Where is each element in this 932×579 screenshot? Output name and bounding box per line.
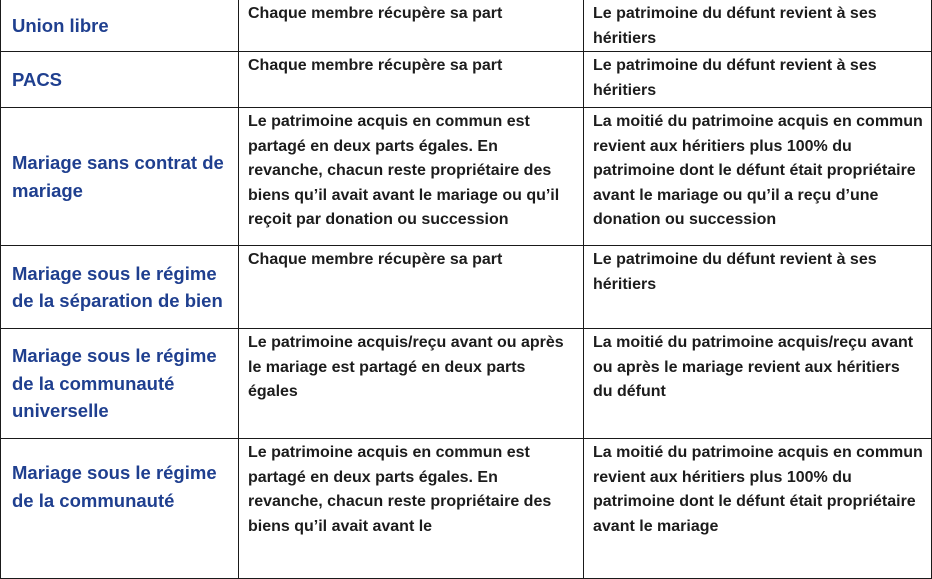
regime-label: PACS (1, 52, 239, 108)
regime-label: Union libre (1, 0, 239, 52)
separation-cell: Le patrimoine acquis en commun est partagé en deux parts égales. En revanche, chacun reste propriétaire des biens qu’il avait avant le mariage ou qu’il reçoit par donation ou succession (239, 108, 584, 246)
deces-cell: La moitié du patrimoine acquis/reçu avant ou après le mariage revient aux héritiers du défunt (584, 329, 932, 439)
deces-cell: Le patrimoine du défunt revient à ses héritiers (584, 52, 932, 108)
table-row (1, 0, 932, 52)
regime-label: Mariage sans contrat de mariage (1, 108, 239, 246)
separation-cell: Le patrimoine acquis/reçu avant ou après le mariage est partagé en deux parts égales (239, 329, 584, 439)
table-row (1, 439, 932, 579)
table-row (1, 108, 932, 246)
table-row (1, 52, 932, 108)
regime-label: Mariage sous le régime de la communauté universelle (1, 329, 239, 439)
deces-cell: La moitié du patrimoine acquis en commun revient aux héritiers plus 100% du patrimoine dont le défunt était propriétaire avant le mariage (584, 439, 932, 579)
deces-cell: Le patrimoine du défunt revient à ses héritiers (584, 0, 932, 52)
separation-cell: Chaque membre récupère sa part (239, 52, 584, 108)
regime-label: Mariage sous le régime de la séparation de bien (1, 246, 239, 329)
separation-cell: Chaque membre récupère sa part (239, 0, 584, 52)
regime-label: Mariage sous le régime de la communauté (1, 439, 239, 579)
deces-cell: La moitié du patrimoine acquis en commun revient aux héritiers plus 100% du patrimoine dont le défunt était propriétaire avant le mariage ou qu’il a reçu d’une donation ou succession (584, 108, 932, 246)
table-row (1, 246, 932, 329)
separation-cell: Le patrimoine acquis en commun est partagé en deux parts égales. En revanche, chacun reste propriétaire des biens qu’il avait avant le (239, 439, 584, 579)
table-row (1, 329, 932, 439)
deces-cell: Le patrimoine du défunt revient à ses héritiers (584, 246, 932, 329)
separation-cell: Chaque membre récupère sa part (239, 246, 584, 329)
